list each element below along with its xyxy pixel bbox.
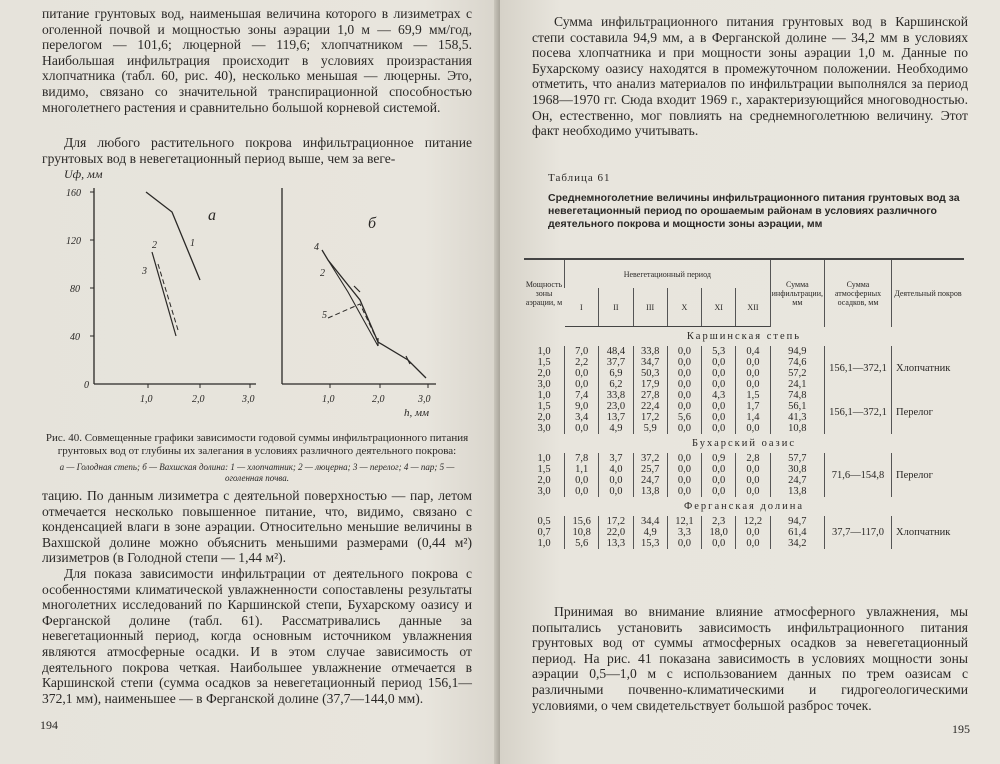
cell-value: 0,0 <box>677 475 691 486</box>
cell-cover: Хлопчатник <box>892 516 965 549</box>
cell-value: 12,1 <box>675 516 694 527</box>
cell-value: 0,0 <box>746 357 760 368</box>
cell-precip: 71,6—154,8 <box>825 453 892 497</box>
cell-value: 57,2 <box>788 368 807 379</box>
cell-value: 23,0 <box>606 401 626 412</box>
left-paragraph-1: питание грунтовых вод, наименьшая величина которого в лизиметрах с оголенной почвой и мощностью зоны аэрации 1,0 м — 69,9 мм/год, перелогом — 101,6; люцерной — 119,6; хлопчатником — 158,5. Наибольшая инфильтрация происходит в условиях произрастания хлопчатника (табл. 60, рис. 40), несколько меньшая — люцерны. Это, видимо, связано со значительной транспирационной способностью многолетнего растения и сравнительно большой корневой системой. <box>42 6 472 115</box>
cell-value: 2,0 <box>537 368 551 379</box>
y-tick: 40 <box>70 332 80 343</box>
cell-value: 3,0 <box>537 379 551 390</box>
cell-value: 0,0 <box>712 379 726 390</box>
cell-value: 0,7 <box>537 527 551 538</box>
cell-cover: Перелог <box>892 453 965 497</box>
cell-value: 1,0 <box>537 346 551 357</box>
cell-value: 0,0 <box>712 486 726 497</box>
cell-value: 0,0 <box>712 538 726 549</box>
y-tick: 0 <box>84 380 89 391</box>
cell-value: 27,8 <box>640 390 660 401</box>
curve-b-2 <box>328 260 378 346</box>
cell-value: 0,0 <box>712 423 726 434</box>
cell-value: 1,7 <box>746 401 760 412</box>
cell-iii <box>633 390 667 434</box>
x-tick: 3,0 <box>242 394 255 405</box>
cell-value: 94,9 <box>788 346 807 357</box>
cell-value: 2,2 <box>575 357 589 368</box>
cell-sum <box>770 453 824 497</box>
curve-label: 2 <box>320 268 325 279</box>
cell-i <box>565 453 599 497</box>
cell-value: 0,0 <box>712 368 726 379</box>
cell-value: 5,9 <box>643 423 657 434</box>
cell-value: 50,3 <box>640 368 660 379</box>
cell-value: 37,2 <box>640 453 660 464</box>
y-tick: 80 <box>70 284 80 295</box>
cell-value: 3,0 <box>537 423 551 434</box>
cell-value: 34,2 <box>788 538 807 549</box>
cell-value: 1,0 <box>537 390 551 401</box>
cell-value: 0,0 <box>746 527 760 538</box>
curve-a-1 <box>146 192 200 280</box>
cell-value: 56,1 <box>788 401 807 412</box>
cell-precip: 37,7—117,0 <box>825 516 892 549</box>
right-paragraph-1: Сумма инфильтрационного питания грунтовых вод в Каршинской степи составила 94,9 мм, а в Ферганской долине — 34,2 мм в условиях посева хлопчатника и при мощности зоны аэрации 1,0 м. Данные по Бухарскому оазису находятся в промежуточном положении. Необходимо отметить, что анализ материалов по инфильтрации выполнялся за период 1968—1970 гг. Сюда входит 1969 г., характеризующийся многоводностью. Он, естественно, мог повлиять на среднемноголетнюю величину. Этот факт необходимо учитывать. <box>532 14 968 139</box>
cell-value: 12,2 <box>743 516 763 527</box>
cell-value: 6,2 <box>609 379 623 390</box>
y-tick: 120 <box>66 236 81 247</box>
cell-i <box>565 390 599 434</box>
header-sum-inf: Сумма инфильтрации, мм <box>770 259 824 327</box>
cell-value: 4,0 <box>609 464 623 475</box>
cell-value: 0,0 <box>712 412 726 423</box>
table-group-row <box>524 497 964 516</box>
cell-x <box>667 346 701 390</box>
x-tick: 1,0 <box>322 394 335 405</box>
cell-xii <box>736 390 770 434</box>
cell-xi <box>702 453 736 497</box>
curve-label: 3 <box>142 266 147 277</box>
curve-a-3 <box>158 264 178 330</box>
cell-value: 10,8 <box>788 423 807 434</box>
table-group-row <box>524 434 964 453</box>
curve-label: 4 <box>314 242 319 253</box>
cell-x <box>667 390 701 434</box>
cell-value: 1,0 <box>537 453 551 464</box>
left-paragraph-4: Для показа зависимости инфильтрации от деятельного покрова с особенностями климатической увлажненности сопоставлены результаты многолетних исследований по Каршинской степи, Бухарскому оазису и Ферганской долине (табл. 61). Рассматривались данные за невегетационный период, когда основным источником увлажнения являются атмосферные осадки. И в этом случае зависимость от деятельного покрова четкая. Наибольшее увлажнение отмечается в Каршинской степи (сумма осадков за невегетационный период 156,1—372,1 мм), наименьшее — в Ферганской долине (37,7—144,0 мм). <box>42 566 472 706</box>
cell-value: 30,8 <box>788 464 807 475</box>
y-axis-label: Uф, мм <box>64 168 103 181</box>
cell-value: 25,7 <box>640 464 660 475</box>
cell-value: 5,3 <box>712 346 726 357</box>
x-tick: 2,0 <box>372 394 385 405</box>
cell-value: 3,4 <box>575 412 589 423</box>
cell-value: 0,0 <box>677 538 691 549</box>
cell-i <box>565 516 599 549</box>
table-number: Таблица 61 <box>548 172 611 184</box>
cell-value: 0,0 <box>677 346 691 357</box>
cell-value: 33,8 <box>606 390 626 401</box>
cell-value: 0,0 <box>746 368 760 379</box>
cell-value: 0,0 <box>575 368 589 379</box>
y-tick: 160 <box>66 188 81 199</box>
cell-value: 3,7 <box>609 453 623 464</box>
cell-iii <box>633 346 667 390</box>
cell-value: 61,4 <box>788 527 807 538</box>
cell-value: 34,4 <box>640 516 660 527</box>
cell-value: 0,0 <box>575 475 589 486</box>
cell-value: 0,0 <box>575 379 589 390</box>
cell-xi <box>702 346 736 390</box>
cell-value: 0,0 <box>575 486 589 497</box>
cell-value: 0,0 <box>677 357 691 368</box>
cell-value: 24,7 <box>788 475 807 486</box>
left-paragraph-3: тацию. По данным лизиметра с деятельной поверхностью — пар, летом отмечается несколько повышенное питание, что, видимо, связано с конденсацией влаги в зоне аэрации. Относительно меньшие величины в Вахшской долине можно объяснить меньшими размерами (0,44 м²) лизиметров (в Голодной степи — 1,44 м²). <box>42 488 472 566</box>
cell-depth <box>524 516 565 549</box>
table-row <box>524 390 964 434</box>
cell-value: 3,0 <box>537 486 551 497</box>
cell-value: 0,0 <box>677 401 691 412</box>
cell-ii <box>599 346 633 390</box>
x-tick: 1,0 <box>140 394 153 405</box>
cell-ii <box>599 516 633 549</box>
curve-a-2 <box>152 252 176 336</box>
cell-sum <box>770 516 824 549</box>
cell-value: 22,0 <box>606 527 626 538</box>
cell-precip: 156,1—372,1 <box>825 346 892 390</box>
cell-sum <box>770 346 824 390</box>
header-sum-prec: Сумма атмосферных осадков, мм <box>825 259 892 327</box>
cell-x <box>667 516 701 549</box>
cell-value: 4,3 <box>712 390 726 401</box>
cell-xii <box>736 453 770 497</box>
panel-b-label: б <box>368 215 377 232</box>
page-number-left: 194 <box>40 718 58 732</box>
cell-value: 9,0 <box>575 401 589 412</box>
cell-value: 0,0 <box>746 464 760 475</box>
cell-value: 13,8 <box>640 486 660 497</box>
cell-x <box>667 453 701 497</box>
cell-i <box>565 346 599 390</box>
cell-value: 1,5 <box>537 357 551 368</box>
right-paragraph-2: Принимая во внимание влияние атмосферного увлажнения, мы попытались установить зависимость инфильтрационного питания грунтовых вод от суммы атмосферных осадков за невегетационный период. На рис. 41 показана зависимость в условиях мощности зоны аэрации 0,5—1,0 м с использованием данных по трем оазисам с различными почвенно-климатическими и гидрогеологическими условиями, о чем свидетельствует большой разброс точек. <box>532 604 968 713</box>
cell-value: 1,5 <box>537 401 551 412</box>
cell-value: 0,0 <box>746 379 760 390</box>
cell-iii <box>633 453 667 497</box>
cell-value: 57,7 <box>788 453 807 464</box>
cell-value: 0,0 <box>677 486 691 497</box>
curve-label: 2 <box>152 240 157 251</box>
cell-xii <box>736 346 770 390</box>
table-row <box>524 516 964 549</box>
cell-value: 0,0 <box>712 475 726 486</box>
cell-value: 0,0 <box>609 486 623 497</box>
cell-value: 24,1 <box>788 379 807 390</box>
cell-value: 7,4 <box>575 390 589 401</box>
header-month: X <box>667 288 701 327</box>
cell-value: 0,0 <box>712 464 726 475</box>
cell-value: 33,8 <box>640 346 660 357</box>
cell-value: 74,8 <box>788 390 807 401</box>
cell-value: 1,5 <box>537 464 551 475</box>
cell-ii <box>599 453 633 497</box>
cell-value: 37,7 <box>606 357 626 368</box>
cell-value: 0,0 <box>677 464 691 475</box>
cell-value: 0,0 <box>677 379 691 390</box>
cell-value: 7,8 <box>575 453 589 464</box>
cell-value: 15,3 <box>640 538 660 549</box>
cell-value: 0,0 <box>609 475 623 486</box>
cell-value: 17,2 <box>640 412 660 423</box>
header-month: XII <box>736 288 770 327</box>
cell-value: 0,0 <box>746 486 760 497</box>
cell-value: 17,9 <box>640 379 660 390</box>
cell-cover: Перелог <box>892 390 965 434</box>
cell-value: 17,2 <box>606 516 626 527</box>
cell-value: 5,6 <box>575 538 589 549</box>
cell-value: 0,0 <box>677 423 691 434</box>
cell-value: 0,9 <box>712 453 726 464</box>
cell-value: 6,9 <box>609 368 623 379</box>
cell-ii <box>599 390 633 434</box>
cell-value: 3,3 <box>677 527 691 538</box>
cell-value: 13,3 <box>606 538 626 549</box>
cell-value: 24,7 <box>640 475 660 486</box>
cell-value: 4,9 <box>609 423 623 434</box>
cell-value: 74,6 <box>788 357 807 368</box>
header-month: XI <box>702 288 736 327</box>
table-61 <box>524 258 964 549</box>
cell-value: 13,7 <box>606 412 626 423</box>
cell-sum <box>770 390 824 434</box>
table-row <box>524 346 964 390</box>
table-body <box>524 327 964 550</box>
left-paragraph-2: Для любого растительного покрова инфильтрационное питание грунтовых вод в невегетационный период выше, чем за веге- <box>42 135 472 166</box>
cell-xi <box>702 390 736 434</box>
cell-value: 0,0 <box>712 401 726 412</box>
cell-value: 22,4 <box>640 401 660 412</box>
curve-label: 1 <box>190 238 195 249</box>
x-tick: 3,0 <box>418 394 431 405</box>
cell-value: 0,0 <box>575 423 589 434</box>
cell-value: 0,0 <box>746 475 760 486</box>
cell-depth <box>524 390 565 434</box>
header-period: Невегетационный период <box>565 259 771 288</box>
figure-caption: Рис. 40. Совмещенные графики зависимости годовой суммы инфильтрационного питания грунтовых вод от глубины их залегания в условиях различного деятельного покрова: <box>45 432 469 457</box>
header-depth: Мощность зоны аэрации, м <box>524 259 565 327</box>
cell-value: 41,3 <box>788 412 807 423</box>
cell-depth <box>524 346 565 390</box>
curve-label: 5 <box>322 310 327 321</box>
page-number-right: 195 <box>952 722 970 736</box>
cell-value: 0,0 <box>712 357 726 368</box>
header-month: I <box>565 288 599 327</box>
cell-value: 4,9 <box>643 527 657 538</box>
cell-value: 15,6 <box>572 516 591 527</box>
cell-value: 0,0 <box>746 538 760 549</box>
cell-value: 0,0 <box>677 390 691 401</box>
table-group-row <box>524 327 964 347</box>
group-name: Каршинская степь <box>686 331 802 342</box>
cell-value: 94,7 <box>788 516 807 527</box>
cell-value: 0,4 <box>746 346 760 357</box>
cell-cover: Хлопчатник <box>892 346 965 390</box>
cell-value: 18,0 <box>709 527 728 538</box>
right-page <box>500 0 1000 764</box>
table-row <box>524 453 964 497</box>
cell-value: 2,0 <box>537 412 551 423</box>
cell-value: 2,8 <box>746 453 760 464</box>
cell-value: 1,4 <box>746 412 760 423</box>
cell-value: 34,7 <box>640 357 660 368</box>
cell-value: 0,0 <box>677 453 691 464</box>
cell-depth <box>524 453 565 497</box>
cell-value: 0,0 <box>677 368 691 379</box>
figure-legend: а — Голодная степь; б — Вахшская долина: 1 — хлопчатник; 2 — люцерна; 3 — перелог; 4 — пар; 5 — оголенная почва. <box>59 462 455 483</box>
x-axis-label: h, мм <box>404 407 430 419</box>
cell-precip: 156,1—372,1 <box>825 390 892 434</box>
cell-value: 5,6 <box>677 412 691 423</box>
cell-value: 7,0 <box>575 346 589 357</box>
cell-value: 0,5 <box>537 516 551 527</box>
cell-value: 1,0 <box>537 538 551 549</box>
header-month: II <box>599 288 633 327</box>
cell-value: 2,3 <box>712 516 726 527</box>
x-tick: 2,0 <box>192 394 205 405</box>
cell-xii <box>736 516 770 549</box>
table-title: Среднемноголетние величины инфильтрационного питания грунтовых вод за невегетационный период по орошаемым районам в условиях различного деятельного покрова и мощности зоны аэрации, мм <box>548 192 960 230</box>
cell-value: 13,8 <box>788 486 807 497</box>
cell-value: 1,5 <box>746 390 760 401</box>
cell-xi <box>702 516 736 549</box>
figure-40 <box>60 168 460 430</box>
header-cover: Деятельный покров <box>892 259 965 327</box>
cell-value: 2,0 <box>537 475 551 486</box>
panel-a-label: а <box>208 207 216 224</box>
cell-value: 48,4 <box>606 346 626 357</box>
group-name: Бухарский оазис <box>691 438 796 449</box>
cell-value: 1,1 <box>575 464 589 475</box>
cell-value: 10,8 <box>572 527 591 538</box>
cell-value: 0,0 <box>746 423 760 434</box>
header-month: III <box>633 288 667 327</box>
group-name: Ферганская долина <box>683 501 805 512</box>
cell-iii <box>633 516 667 549</box>
